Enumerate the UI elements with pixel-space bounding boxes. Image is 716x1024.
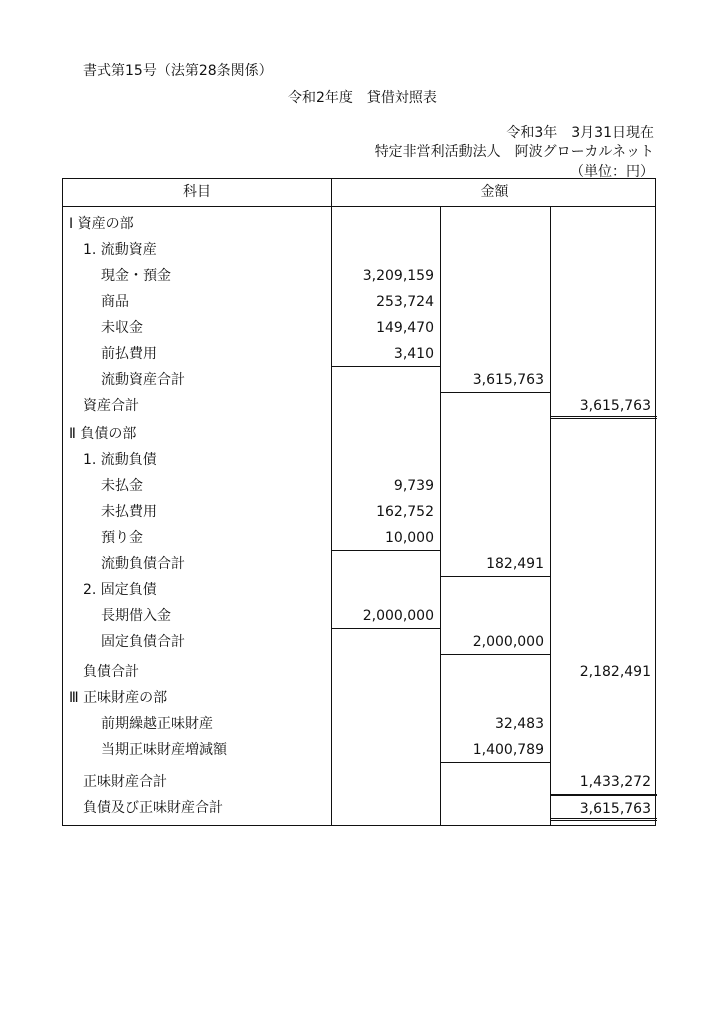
table-row [63,525,655,551]
row-label: 流動資産合計 [101,372,185,388]
row-label: 2. 固定負債 [83,582,157,598]
amount-cell: 9,739 [393,478,434,494]
section-assets [63,211,655,237]
row-label: 商品 [101,294,129,310]
row-label: 流動負債合計 [101,556,185,572]
table-row [63,315,655,341]
row-label: 当期正味財産増減額 [101,742,227,758]
total-cell: 2,182,491 [579,664,651,680]
subtotal-row [63,551,655,577]
table-row [63,341,655,367]
subtotal-cell: 182,491 [440,551,550,577]
row-label: Ⅱ 負債の部 [69,426,137,442]
row-label: 未収金 [101,320,143,336]
subtotal-row [63,367,655,393]
subtotal-row [63,629,655,655]
as-of-date: 令和3年 3月31日現在 [506,125,654,141]
total-row [63,393,655,419]
balance-sheet-table [62,178,656,826]
row-label: 固定負債合計 [101,634,185,650]
total-row [63,659,655,685]
amount-cell: 3,209,159 [362,268,434,284]
amount-cell: 10,000 [331,525,440,551]
row-label: 1. 流動負債 [83,452,157,468]
row-label: 未払金 [101,478,143,494]
header-amount: 金額 [331,179,657,206]
amount-cell: 253,724 [376,294,434,310]
amount-cell: 2,000,000 [331,603,440,629]
document-title: 令和2年度 貸借対照表 [288,90,437,106]
grand-total-cell: 3,615,763 [550,795,657,821]
form-number: 書式第15号（法第28条関係） [83,63,273,79]
group-fixed-liabilities [63,577,655,603]
table-header-row [63,179,655,207]
table-row [63,289,655,315]
row-label: 前期繰越正味財産 [101,716,213,732]
row-label: 負債合計 [83,664,139,680]
organization-name: 特定非営利活動法人 阿波グローカルネット [374,144,654,160]
header-subject: 科目 [183,184,211,200]
row-label: 長期借入金 [101,608,171,624]
grand-total-row [63,795,655,821]
table-row [63,603,655,629]
table-row [63,711,655,737]
total-cell: 3,615,763 [550,393,657,419]
row-label: Ⅰ 資産の部 [69,216,134,232]
row-label: 正味財産合計 [83,774,167,790]
amount-cell: 149,470 [376,320,434,336]
row-label: 現金・預金 [101,268,171,284]
subtotal-cell: 3,615,763 [440,367,550,393]
unit-label: （単位：円） [570,164,654,180]
row-label: 1. 流動資産 [83,242,157,258]
group-current-assets [63,237,655,263]
table-row [63,737,655,763]
total-row [63,769,655,795]
section-net-assets [63,685,655,711]
table-row [63,263,655,289]
table-row [63,499,655,525]
amount-cell: 32,483 [495,716,544,732]
amount-cell: 162,752 [376,504,434,520]
row-label: 資産合計 [83,398,139,414]
group-current-liabilities [63,447,655,473]
amount-cell: 3,410 [331,341,440,367]
table-row [63,473,655,499]
subtotal-cell: 2,000,000 [440,629,550,655]
row-label: 負債及び正味財産合計 [83,800,223,816]
row-label: Ⅲ 正味財産の部 [69,690,168,706]
row-label: 未払費用 [101,504,157,520]
row-label: 預り金 [101,530,143,546]
total-cell: 1,433,272 [550,769,657,795]
amount-cell: 1,400,789 [440,737,550,763]
section-liabilities [63,421,655,447]
row-label: 前払費用 [101,346,157,362]
